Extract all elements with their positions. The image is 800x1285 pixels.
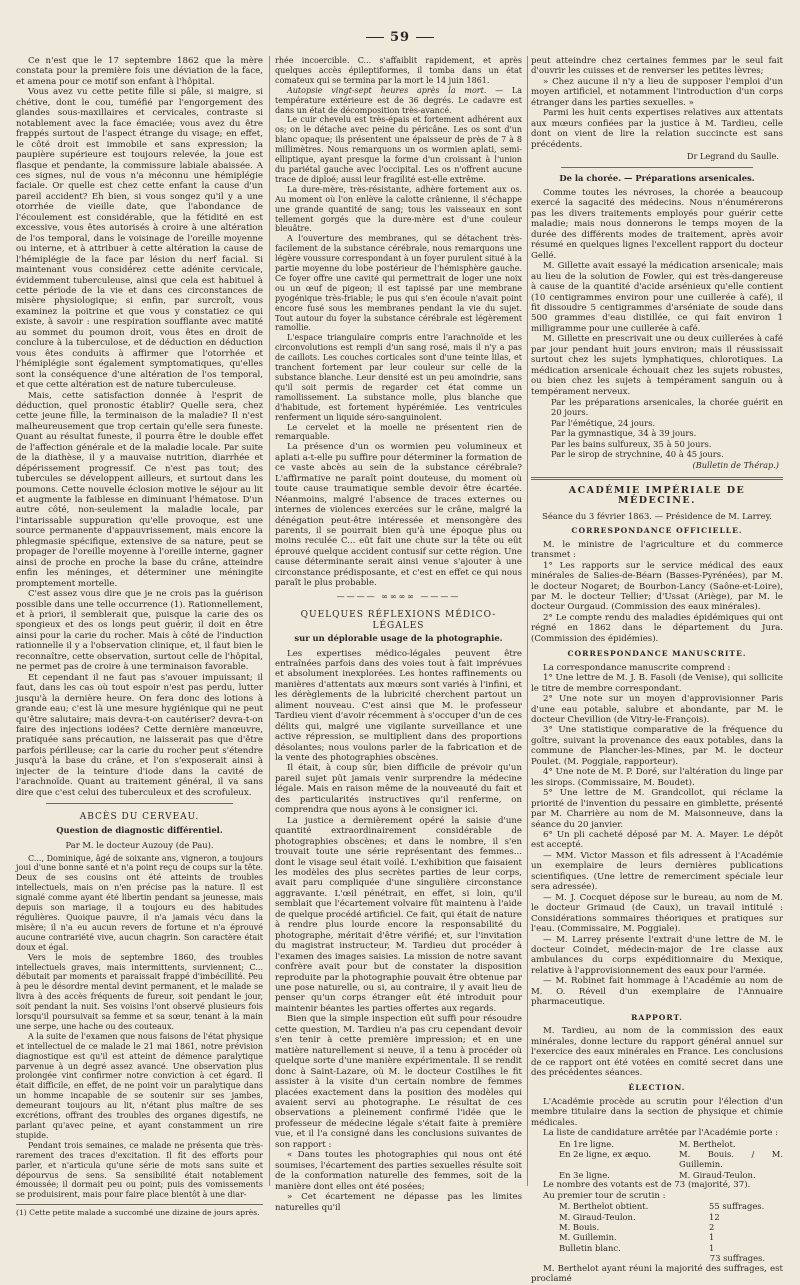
autopsy-text: — La température extérieure est de 36 degrés. Le cadavre est dans un état de décomposition très-avancé. bbox=[275, 85, 523, 115]
paragraph: » Cet écartement ne dépasse pas les limites naturelles qu'il bbox=[275, 1192, 522, 1213]
paragraph: peut atteindre chez certaines femmes par le seul fait d'ouvrir les cuisses et de renverser les petites lèvres; bbox=[531, 56, 783, 77]
paragraph: Le cervelet et la moelle ne présentent rien de remarquable. bbox=[275, 422, 522, 442]
paragraph: 6° Un pli cacheté déposé par M. A. Mayer. Le dépôt est accepté. bbox=[531, 829, 783, 851]
paragraph: L'Académie procède au scrutin pour l'élection d'un membre titulaire dans la section de physique et chimie médicales. bbox=[531, 1096, 783, 1128]
paragraph: — M. Larrey présente l'extrait d'une lettre de M. le docteur Coindet, médecin-major de 1re classe aux ambulances du corps expéditionnaire du Mexique, relative à l'approvisionnement des eaux pour l'armée. bbox=[531, 934, 783, 976]
candidate-list bbox=[531, 1139, 783, 1181]
double-rule-top bbox=[531, 477, 783, 478]
paragraph: 5° Une lettre de M. Grandcollot, qui réclame la priorité de l'invention du pessaire en gimblette, présenté par M. Charrière au nom de M. Maisonneuve, dans la séance du 20 janvier. bbox=[531, 788, 783, 830]
paragraph: A la suite de l'examen que nous faisons de l'état physique et intellectuel de ce malade le 21 mai 1861, notre prévision diagnostique est qu'il est atteint de démence paralytique parvenue à un degré assez avancé. Une observation plus prolongée vint confirmer notre conviction à cet égard. Il était difficile, en effet, de ne point voir un paralytique dans un homme incapable de se soutenir sur ses jambes, demeurant toujours au lit, n'étant plus maître de ses excrétions, offrant des troubles des organes digestifs, ne parlant qu'avec peine, et ayant constamment un rire stupide. bbox=[16, 1031, 263, 1140]
paragraph: 4° Une note de M. P. Doré, sur l'altération du linge par les sirops. (Commissaire, M. Boudet). bbox=[531, 767, 783, 788]
paragraph: M. Berthelot ayant réuni la majorité des suffrages, est proclamé bbox=[531, 1263, 783, 1285]
paragraph: La liste de candidature arrêtée par l'Académie porte : bbox=[543, 1128, 779, 1139]
page-number: 59 bbox=[340, 30, 460, 45]
paragraph: 1° Une lettre de M. J. B. Fasoli (de Venise), qui sollicite le titre de membre correspondant. bbox=[531, 673, 783, 694]
divider bbox=[561, 167, 753, 168]
paragraph: » Chez aucune il n'y a lieu de supposer l'emploi d'un moyen artificiel, et notamment l'introduction d'un corps étranger dans les parties sexuelles. » bbox=[531, 76, 783, 108]
paragraph: A l'ouverture des membranes, qui se détachent très-facilement de la substance cérébrale, nous remarquons une légère voussure correspondant à un foyer purulent situé à la partie moyenne du lobe postérieur de l'hémisphère gauche. Ce foyer offre une cavité qui permettrait de loger une noix ou un œuf de pigeon; il est tapissé par une membrane pyogénique très-friable; le pus qui s'en écoule n'avait point encore fusé sous les membranes pendant la vie du sujet. Tout autour du foyer la substance cérébrale est légèrement ramollie. bbox=[275, 234, 522, 333]
tally-votes: 1 bbox=[709, 1232, 715, 1243]
section-title: ABCÈS DU CERVEAU. bbox=[79, 812, 200, 823]
case-paragraphs bbox=[16, 854, 263, 1201]
tally-name: M. Bouis. bbox=[559, 1222, 600, 1233]
paragraph: — M. Robinet fait hommage à l'Académie au nom de M. O. Réveil d'un exemplaire de l'Annuaire pharmaceutique. bbox=[531, 976, 783, 1008]
paragraph: C..., Dominique, âgé de soixante ans, vigneron, a toujours joui d'une bonne santé et n'a point reçu de coups sur la tête. Deux de ses cousins ont été atteints de troubles intellectuels, mais on n'en précise pas la nature. Il est signalé comme ayant été libertin pendant sa jeunesse, mais depuis son mariage, il a toujours eu des habitudes régulières. Quoique pauvre, il n'a jamais vécu dans la misère; il n'a eu aucun revers de fortune et n'a éprouvé aucune contrariété vive, aucun chagrin. Son caractère était doux et égal. bbox=[16, 853, 263, 952]
official-correspondence-heading: CORRESPONDANCE OFFICIELLE. bbox=[571, 526, 743, 536]
paragraph: 1° Les rapports sur le service médical des eaux minérales de Salies-de-Béarn (Basses-Pyrénées), par M. le docteur Nogaret; de Bourbon-Lancy (Saône-et-Loire), par M. le docteur Tellier; d'Ussat (Ariège), par M. le docteur Ourgaud. (Commission des eaux minérales). bbox=[531, 560, 783, 613]
paragraph: M. le ministre de l'agriculture et du commerce transmet : bbox=[531, 539, 783, 561]
candidate-row bbox=[531, 1149, 783, 1170]
duration-line: Par les bains sulfureux, 35 à 50 jours. bbox=[551, 438, 712, 449]
manuscript-correspondence-heading: CORRESPONDANCE MANUSCRITE. bbox=[567, 649, 747, 659]
duration-line: Par l'émétique, 24 jours. bbox=[551, 417, 656, 428]
footnote: (1) Cette petite malade a succombé une dizaine de jours après. bbox=[16, 1204, 263, 1217]
tally-votes: 55 suffrages. bbox=[709, 1201, 765, 1212]
duration-line: Par le sirop de strychnine, 40 à 45 jours. bbox=[551, 449, 724, 460]
source-text: (Bulletin de Thérap.) bbox=[692, 460, 779, 471]
tally-name: M. Berthelot obtient. bbox=[559, 1201, 649, 1212]
duration-line: Par la gymnastique, 34 à 39 jours. bbox=[551, 428, 697, 439]
tally-votes: 2 bbox=[709, 1222, 715, 1233]
paragraph: Il était, à coup sûr, bien difficile de prévoir qu'un pareil sujet pût jamais venir surprendre la médecine légale. Mais en raison même de la nouveauté du fait et des particularités instructives qu'il renferme, on comprendra que nous ayons à le consigner ici. bbox=[275, 763, 522, 816]
treatment-durations bbox=[531, 397, 783, 459]
signature: Dr Legrand du Saulle. bbox=[686, 151, 779, 162]
double-rule-bottom bbox=[531, 479, 783, 480]
candidate-rank: En 1re ligne. bbox=[559, 1138, 614, 1149]
paragraph: 3° Une statistique comparative de la fréquence du goître, suivant la provenance des eaux potables, dans la commune de Plancher-les-Mines, par M. le docteur Poulet. (M. Poggiale, rapporteur). bbox=[531, 725, 783, 767]
candidate-row bbox=[531, 1139, 783, 1149]
divider bbox=[46, 803, 233, 804]
duration-line: Par les préparations arsenicales, la chorée guérit en 20 jours. bbox=[551, 397, 783, 418]
chorea-title: De la chorée. — Préparations arsenicales. bbox=[559, 172, 755, 183]
report-heading: RAPPORT. bbox=[631, 1012, 683, 1022]
paragraph: M. Gillette avait essayé la médication arsenicale; mais au lieu de la solution de Fowler, qui est très-dangereuse à cause de la quantité d'acide arsénieux qu'elle contient (10 centigrammes environ pour une cuillerée à café), il fit dissoudre 5 centigrammes d'arséniate de soude dans 500 grammes d'eau distillée, ce qui fait environ 1 milligramme pour une cuillerée à café. bbox=[531, 261, 783, 334]
paragraph: « Dans toutes les photographies qui nous ont été soumises, l'écartement des parties sexuelles résulte soit de la conformation naturelle des femmes, soit de la manière dont elles ont été posées; bbox=[275, 1150, 522, 1192]
tally-total: 73 suffrages. bbox=[709, 1253, 765, 1264]
academy-title: ACADÉMIE IMPÉRIALE DE MÉDECINE. bbox=[568, 484, 746, 507]
paragraph: 2° Le compte rendu des maladies épidémiques qui ont régné en 1862 dans le département du Jura. (Commission des épidémies). bbox=[531, 612, 783, 644]
paragraph: Les expertises médico-légales peuvent être entraînées parfois dans des voies tout à fait imprévues et absolument inexplorées. Les hontes raffinements ou manières d'attentats aux mœurs sont variés à l'infini, et les dérèglements de la lubricité cherchent partout un aliment nouveau. C'est ainsi que M. le professeur Tardieu vient d'avoir récemment à s'occuper d'un de ces délits qui, malgré une vigilante surveillance et une active répression, se multiplient dans des proportions désolantes; nous voulons parler de la fabrication et de la vente des photographies obscènes. bbox=[275, 648, 522, 764]
paragraph: rhée incoercible. C... s'affaiblit rapidement, et après quelques accès épileptiformes, il tomba dans un état comateux qui se termina par la mort le 14 juin 1861. bbox=[275, 56, 522, 85]
section-subtitle: Question de diagnostic différentiel. bbox=[56, 824, 223, 835]
paragraph: Au premier tour de scrutin : bbox=[543, 1190, 666, 1201]
paragraph: C'est assez vous dire que je ne crois pas la guérison possible dans une telle occurrence (1). Rationnellement, et à priori, il semblerait que, puisque la carie des os spongieux et des os longs peut guérir, il doit en être ainsi pour la carie du rocher. Mais à côté de l'induction rationnelle il y a l'observation clinique, et, il faut bien le reconnaître, cette observation, surtout celle de l'hôpital, ne permet pas de croire à une terminaison favorable. bbox=[16, 589, 263, 673]
paragraph: — MM. Victor Masson et fils adressent à l'Académie un exemplaire de leurs dernières publications scientifiques. (Une lettre de remerciment spéciale leur sera adressée). bbox=[531, 850, 783, 893]
section-subtitle: sur un déplorable usage de la photographie. bbox=[294, 633, 503, 644]
session-line: Séance du 3 février 1863. — Présidence de M. Larrey. bbox=[542, 510, 772, 521]
paragraph: L'espace triangulaire compris entre l'arachnoïde et les circonvolutions est rempli d'un sang rosé, mais il n'y a pas de caillots. Les couches corticales sont d'une teinte lilas, et tranchent fortement par leur couleur sur celle de la substance blanche. Leur densité est un peu amoindrie, sans qu'il soit permis de regarder cet état comme un ramollissement. La substance molle, plus blanche que d'habitude, est fortement hypérémiée. Les ventricules renferment un liquide séro-sanguinolent. bbox=[275, 333, 522, 422]
intro-paragraphs bbox=[16, 56, 263, 798]
paragraph: Bien que la simple inspection eût suffi pour résoudre cette question, M. Tardieu n'a pas cru cependant devoir s'en tenir à cette première impression; et en une matière naturellement si neuve, il a tenu à procéder où quelque sorte d'une manière expérimentale. Il se rendit donc à Saint-Lazare, où M. le docteur Costilhes le fit assister à la visite d'un certain nombre de femmes placées exactement dans la position des modèles qui avaient servi au photographe. Le résultat de ces observations a pleinement confirmé l'idée que le professeur de médecine légale s'était faite à première vue, et il l'a consigné dans les conclusions suivantes de son rapport : bbox=[275, 1014, 522, 1150]
paragraph: Comme toutes les névroses, la chorée a beaucoup exercé la sagacité des médecins. Nous n'énumérerons pas les divers traitements employés pour guérir cette maladie; mais nous donnerons le temps moyen de la durée des différents modes de traitement, après avoir résumé en quelques lignes l'excellent rapport du docteur Gellé. bbox=[531, 187, 783, 261]
candidate-names: M. Bouis. / M. Guillemin. bbox=[679, 1149, 783, 1170]
paragraph: Vous avez vu cette petite fille si pâle, si maigre, si chétive, dont le cou, tuméfié par l'engorgement des glandes sous-maxillaires et cervicales, contraste si notablement avec la face émaciée; vous avez du être frappés surtout de l'aspect étrange du visage; en effet, le côté droit est immobile et sans expression; la paupière supérieure est toujours relevée, la joue est flasque et pendante, la commissure labiale abaissée. A ces signes, nul de vous n'a méconnu une hémiplégie faciale. Or quelle est chez cette enfant la cause d'un pareil accident? Eh bien, si vous songez qu'il y a une otorrhée de vieille date, que l'abondance de l'écoulement est considérable, que la fétidité en est excessive, vous êtes autorisés à croire à une altération de l'os temporal, dans le voisinage de l'oreille moyenne ou interne, et à attribuer à cette altération la cause de l'hémiplégie de la face par lésion du nerf facial. Si maintenant vous considérez cette adénite cervicale, évidemment tuberculeuse, ainsi que cela est habituel à cette période de la vie et dans ces circonstances de misère physiologique; si enfin, par surcroît, vous examinez la poitrine et que vous y constatiez ce qui existe, à savoir : une respiration soufflante avec matité au sommet du poumon droit, vous êtes en droit de conclure à la tuberculose, et de déduction en déduction vous êtes conduits à affirmer que l'otorrhée et l'hémiplégie sont également symptomatiques, qu'elles sont la conséquence d'une altération de l'os temporal, et que cette altération est de nature tuberculeuse. bbox=[16, 87, 263, 391]
paragraph: Le cuir chevelu est très-épais et fortement adhérent aux os; on le détache avec peine du péricâne. Les os sont d'un blanc opaque; ils présentent une épaisseur de près de 7 à 8 millimètres. Nous remarquons un os wormien aplati, semi-elliptique, ayant presque la forme d'un croissant à l'union du pariétal gauche avec l'occipital. Les os n'offrent aucune trace de diploé; aussi leur fragilité est-elle extrême. bbox=[275, 115, 522, 184]
ornament-divider: ———— ∞∞∞∞ ———— bbox=[336, 591, 461, 601]
column-1 bbox=[16, 56, 263, 1218]
tally-row bbox=[531, 1201, 783, 1211]
paragraph: La justice a dernièrement opéré la saisie d'une quantité extraordinairement considérable de photographies obscènes; et dans le nombre, il s'en trouvait toute une série représentant des femmes... dont le visage seul était voilé. L'exhibition que faisaient les modèles des plus secrètes parties de leur corps, avait paru compliquée d'une singulière circonstance aggravante. L'œil pénétrait, en effet, si loin, qu'il semblait que l'écartement volvaire fût maintenu à l'aide de quelque procédé artificiel. Ce fait, qui était de nature à rendre plus lourde encore la responsabilité du photographe, méritait d'être vérifié; et, sur l'invitation du magistrat instructeur, M. Tardieu dut procéder à l'examen des images saisies. La mission de notre savant confrère avait pour but de constater la disposition reproduite par la photographie pouvait être obtenue par une pose naturelle, ou si, au contraire, il y avait lieu de penser qu'un corps étranger eût été introduit pour maintenir béantes les parties offertes aux regards. bbox=[275, 815, 522, 1014]
paragraph: M. Gillette en prescrivait une ou deux cuillerées à café par jour pendant huit jours environ; mais il réussissait surtout chez les sujets lymphatiques, chlorotiques. La médication arsenicale échouait chez les sujets robustes, ou bien chez les sujets à tempérament sanguin ou à tempérament nerveux. bbox=[531, 334, 783, 397]
article-paragraphs bbox=[275, 649, 522, 1213]
paragraph: Ce n'est que le 17 septembre 1862 que la mère constata pour la première fois une déviation de la face, et amena pour ce motif son enfant à l'hôpital. bbox=[16, 56, 263, 87]
candidate-rank: En 3e ligne. bbox=[559, 1169, 610, 1180]
tally-votes: 12 bbox=[709, 1211, 720, 1222]
tally-name: Bulletin blanc. bbox=[559, 1242, 621, 1253]
column-rule-left bbox=[269, 56, 270, 1186]
source-citation bbox=[531, 460, 779, 470]
paragraph: — M. J. Cocquet dépose sur le bureau, au nom de M. le docteur Grimaud (de Caux), un travail intitulé : Considérations sommaires théoriques et pratiques sur l'eau. (Commissaire, M. Poggiale). bbox=[531, 892, 783, 935]
tally-name: M. Guillemin. bbox=[559, 1232, 617, 1243]
vote-tally bbox=[531, 1201, 783, 1263]
byline: Par M. le docteur Auzouy (de Pau). bbox=[65, 840, 214, 851]
candidate-names: M. Giraud-Teulon. bbox=[679, 1169, 756, 1180]
tally-row bbox=[531, 1222, 783, 1232]
column-2 bbox=[275, 56, 523, 1213]
paragraph: Mais, cette satisfaction donnée à l'esprit de déduction, quel pronostic établir? Quelle sera, chez cette jeune fille, la terminaison de la maladie? Il n'est malheureusement que trop certain qu'elle sera funeste. Quant au résultat funeste, il pourra être le double effet de l'affection générale et de la maladie locale. Par suite de la diathèse, il y a mauvaise nutrition, diarrhée et dépérissement progressif. Ce n'est pas tout; des tubercules se développent ailleurs, et surtout dans les poumons. Cette nouvelle éclosion motive le séjour au lit et augmente la faiblesse en diminuant l'hématose. D'un autre côté, non-seulement la maladie locale, par l'intarissable suppuration qu'elle provoque, est une source permanente d'appauvrissement, mais encore la phlegmasie spécifique, extensive de sa nature, peut se propager de l'oreille moyenne à l'oreille interne, gagner ainsi de proche en proche la base du crâne, atteindre enfin les méninges, et déterminer une méningite promptement mortelle. bbox=[16, 390, 263, 589]
paragraph: 2° Une note sur un moyen d'approvisionner Paris d'une eau potable, salubre et abondante, par M. le docteur Chevillion (de Vitry-le-François). bbox=[531, 694, 783, 725]
candidate-rank: En 2e ligne, ex æquo. bbox=[559, 1149, 652, 1160]
section-title: QUELQUES RÉFLEXIONS MÉDICO-LÉGALES bbox=[300, 610, 497, 631]
autopsy-label: Autopsie vingt-sept heures après la mort. bbox=[287, 85, 487, 95]
paragraph: La présence d'un os wormien peu volumineux et aplati a-t-elle pu suffire pour déterminer la formation de ce vaste abcès au sein de la substance cérébrale? L'affirmative ne paraît point douteuse, du moment où toute cause traumatique semble devoir être écartée. Néanmoins, malgré l'absence de traces externes ou internes de violences exercées sur le crâne, malgré la dénégation peut-être intéressée et mensongère des parents, il se pourrait bien qu'à une époque plus ou moins reculée C... eût fait une chute sur la tête ou eût éprouvé quelque accident contusif sur cette région. Une cause déterminante serait ainsi venue s'ajouter à une circonstance prédisposante, et c'est en effet ce qui nous paraît le plus probable. bbox=[275, 442, 522, 589]
column-3 bbox=[531, 56, 783, 1285]
tally-row bbox=[531, 1212, 783, 1222]
tally-row bbox=[531, 1232, 783, 1242]
column-rule-right bbox=[527, 56, 528, 1186]
tally-row bbox=[531, 1243, 783, 1253]
election-heading: ÉLECTION. bbox=[628, 1083, 686, 1093]
paragraph: La correspondance manuscrite comprend : bbox=[543, 662, 731, 673]
candidate-row bbox=[531, 1170, 783, 1180]
paragraph: La dure-mère, très-résistante, adhère fortement aux os. Au moment où l'on enlève la calotte crânienne, il s'échappe une grande quantité de sang; tous les vaisseaux en sont tellement gorgés que la dure-mère est d'une couleur bleuâtre. bbox=[275, 184, 522, 234]
autopsy-paragraph bbox=[275, 86, 522, 116]
paragraph: Parmi les huit cents expertises relatives aux attentats aux mœurs confiées par la justice à M. Tardieu, celle dont on vient de lire la relation succincte est sans précédents. bbox=[531, 108, 783, 150]
case-continued bbox=[275, 56, 522, 442]
candidate-names: M. Berthelot. bbox=[679, 1138, 736, 1149]
paragraph: Pendant trois semaines, ce malade ne présenta que très-rarement des traces d'excitation. Il fit des efforts pour parler, et n'articula qu'une série de mots sans suite et dépourvus de sens. Sa sensibilité était notablement émoussée; il dormait peu ou point; puis des vomissements se produisirent, mais pour faire place bientôt à une diar- bbox=[16, 1140, 263, 1200]
paragraph: Vers le mois de septembre 1860, des troubles intellectuels graves, mais intermittents, surviennent; C... débutait par moments et paraissait frappé d'imbécillité. Peu à peu le désordre mental devint permanent, et le malade se livra à des accès fréquents de fureur, soit pendant le jour, soit pendant la nuit. Ses voisins l'ont observé plusieurs fois lorsqu'il poursuivait sa femme et sa sœur, tenant à la main une serpe, une hache ou des couteaux. bbox=[16, 952, 263, 1031]
paragraph: Et cependant il ne faut pas s'avouer impuissant; il faut, dans les cas où tout espoir n'est pas perdu, lutter jusqu'à la dernière heure. On fera donc des lotions à grande eau; c'est là une mesure hygiénique qui ne peut qu'être salutaire; mais devra-t-on cautériser? devra-t-on faire des injections iodées? Cette dernière manœuvre, pratiquée sans précaution, ne laisserait pas que d'être parfois périlleuse; car la carie du rocher peut s'étendre jusqu'à la base du crâne, et l'on s'exposerait ainsi à injecter de la teinture d'iode dans la cavité de l'arachnoïde. Quant au traitement général, il va sans dire que c'est celui des tuberculeux et des scrofuleux. bbox=[16, 672, 263, 798]
paragraph: M. Tardieu, au nom de la commission des eaux minérales, donne lecture du rapport général annuel sur l'exercice des eaux minérales en France. Les conclusions de ce rapport ont été votées en comité secret dans une des précédentes séances. bbox=[531, 1026, 783, 1078]
tally-name: M. Giraud-Teulon. bbox=[559, 1211, 636, 1222]
paragraph: Le nombre des votants est de 73 (majorité, 37). bbox=[543, 1180, 751, 1191]
tally-votes: 1 bbox=[709, 1242, 715, 1253]
